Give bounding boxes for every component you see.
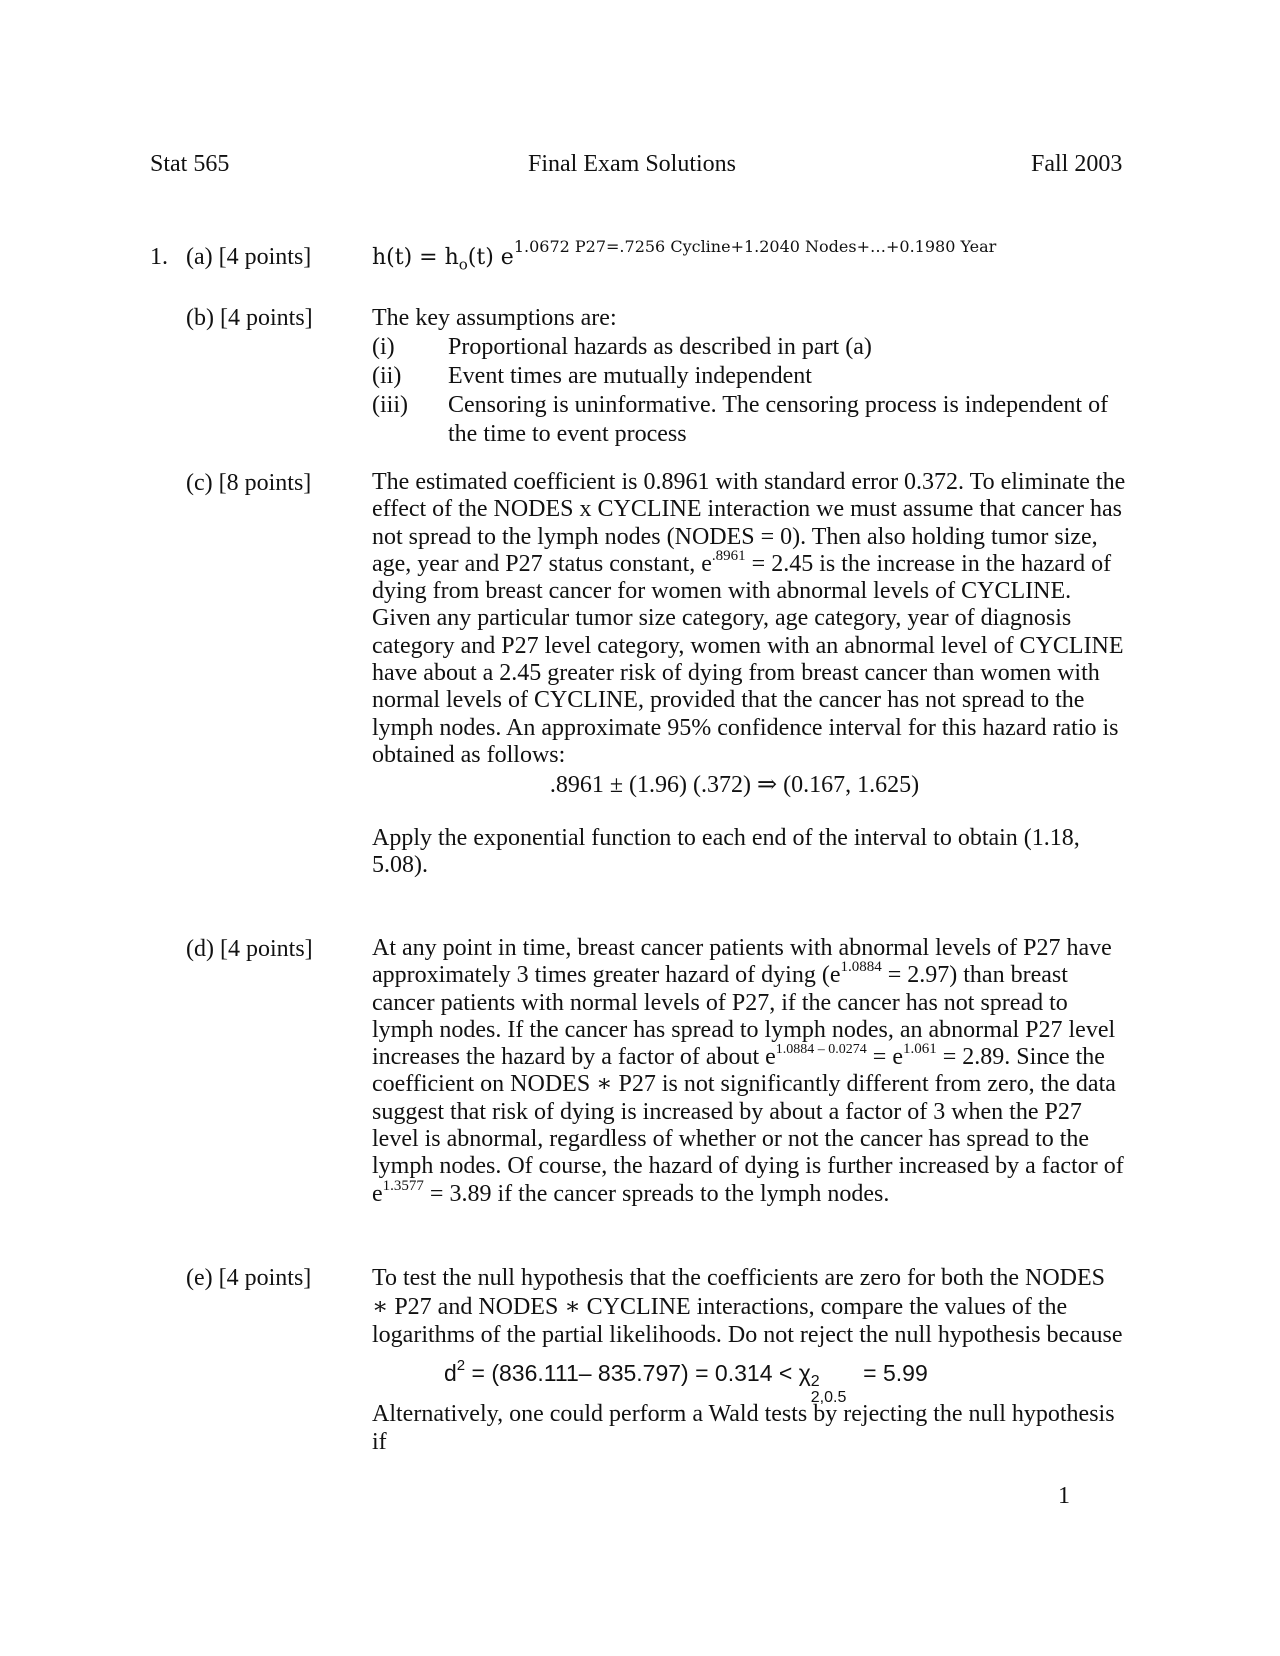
course-name: Stat 565 (150, 151, 230, 177)
formula-exponent: 1.0672 P27=.7256 Cycline+1.2040 Nodes+…+0.1980 Year (513, 237, 997, 256)
question-number: 1. (150, 244, 168, 270)
list-item-text: Censoring is uninformative. The censoring process is independent of the time to event process (448, 392, 1109, 447)
list-item (372, 333, 1127, 362)
list-item-text: Event times are mutually independent (448, 363, 812, 389)
part-a-formula (372, 237, 1127, 274)
assumptions-intro: The key assumptions are: (372, 305, 617, 331)
text-run: At any point in time, breast cancer patients with abnormal levels of P27 have approximately 3 times greater hazard of dying (e (372, 935, 1112, 989)
part-c-paragraph (372, 469, 1127, 769)
exponent: 1.0884 – 0.0274 (775, 1042, 867, 1058)
part-d-content (372, 935, 1127, 1208)
list-item-num: (ii) (372, 363, 402, 389)
page-number: 1 (1058, 1483, 1070, 1509)
chi-superscript: 2 (810, 1372, 820, 1390)
text-run: = 3.89 if the cancer spreads to the lymph nodes. (423, 1180, 890, 1207)
page-title: Final Exam Solutions (528, 151, 737, 177)
exponent: 2 (456, 1356, 466, 1374)
part-c-label: (c) [8 points] (186, 470, 312, 496)
exponent: 1.061 (902, 1041, 937, 1058)
part-c-conclusion: Apply the exponential function to each end of the interval to obtain (1.18, 5.08). (372, 824, 1080, 878)
part-b-content (372, 304, 1127, 449)
eq-text: = 5.99 (856, 1359, 928, 1386)
list-item-num: (iii) (372, 392, 408, 418)
part-e-label: (e) [4 points] (186, 1265, 312, 1291)
part-e-alternative: Alternatively, one could perform a Wald tests by rejecting the null hypothesis if (372, 1400, 1115, 1455)
list-item (372, 362, 1127, 391)
formula-sub: o (458, 255, 468, 274)
formula-lhs: h(t) = h (372, 245, 459, 270)
chi-subscript: 2,0.5 (810, 1388, 847, 1406)
exponent: 1.3577 (382, 1177, 424, 1194)
part-b-label: (b) [4 points] (186, 305, 313, 331)
list-item-num: (i) (372, 334, 395, 360)
part-e-paragraph: To test the null hypothesis that the coefficients are zero for both the NODES ∗ P27 and NODES ∗ CYCLINE interactions, compare the values of the logarithms of the partial likelihoods. Do not reject the null hypothesis because (372, 1265, 1123, 1348)
chi-square-equation (372, 1356, 1127, 1406)
text-run: The estimated coefficient is 0.8961 with standard error 0.372. To eliminate the effect of the NODES x CYCLINE interaction we must assume that cancer has not spread to the lymph nodes (NODES = 0). Then also holding tumor size, age, year and P27 status constant, e (372, 469, 1126, 577)
text-run: = 2.97) than breast cancer patients with normal levels of P27, if the cancer has not spread to lymph nodes. If the cancer has spread to lymph nodes, an abnormal P27 level increases the hazard by a factor of about e (372, 962, 1116, 1071)
list-item (372, 391, 1127, 449)
text-run: = 2.89. Since the coefficient on NODES ∗ P27 is not significantly different from zero, the data suggest that risk of dying is increased by about a factor of 3 when the P27 level is abnormal, regardless of whether or not the cancer has spread to the lymph nodes. Of course, the hazard of dying is further increased by a factor of e (372, 1044, 1124, 1207)
text-run: = e (866, 1044, 903, 1071)
eq-text: = (836.111– 835.797) = 0.314 < χ (465, 1359, 811, 1386)
formula-mid: (t) e (467, 245, 514, 270)
part-d-label: (d) [4 points] (186, 936, 313, 962)
part-d-paragraph (372, 935, 1127, 1208)
exponent: 1.0884 (840, 959, 882, 976)
exponent: .8961 (711, 547, 746, 564)
part-c-content (372, 469, 1127, 879)
ci-equation: .8961 ± (1.96) (.372) ⇒ (0.167, 1.625) (549, 772, 920, 799)
part-a-label: (a) [4 points] (186, 244, 312, 270)
text-run: = 2.45 is the increase in the hazard of dying from breast cancer for women with abnormal levels of CYCLINE. Given any particular tumor size category, age category, year of diagnosis category and P27 level category, women with an abnormal level of CYCLINE have about a 2.45 greater risk of dying from breast cancer than women with normal levels of CYCLINE, provided that the cancer has not spread to the lymph nodes. An approximate 95% confidence interval for this hazard ratio is obtained as follows: (372, 550, 1124, 768)
eq-text: d (444, 1359, 457, 1386)
list-item-text: Proportional hazards as described in part (a) (448, 334, 872, 360)
term: Fall 2003 (1031, 151, 1123, 177)
part-e-content (372, 1264, 1127, 1457)
